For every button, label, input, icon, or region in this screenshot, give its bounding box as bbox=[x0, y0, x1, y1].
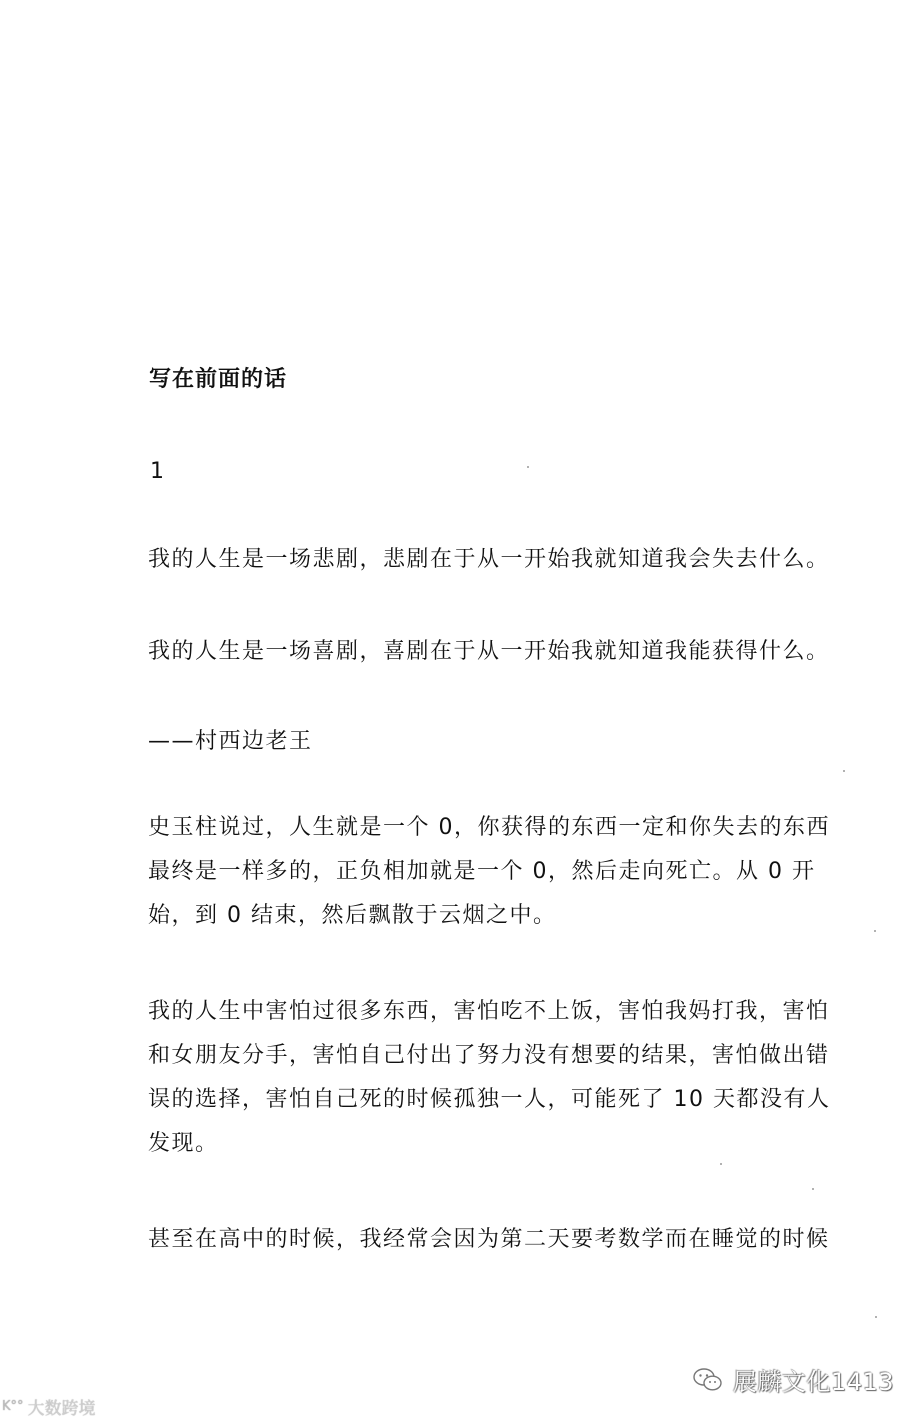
paragraph-fears: 我的人生中害怕过很多东西，害怕吃不上饭，害怕我妈打我，害怕和女朋友分手，害怕自己付出了努力没有想要的结果，害怕做出错误的选择，害怕自己死的时候孤独一人，可能死了 10 天都没有人发现。 bbox=[148, 999, 831, 1156]
page-heading: 写在前面的话 bbox=[149, 367, 288, 392]
paragraph-tragedy: 我的人生是一场悲剧，悲剧在于从一开始我就知道我会失去什么。 bbox=[148, 547, 830, 572]
watermark-left-text: 大数跨境 bbox=[27, 1399, 96, 1419]
paragraph-shi-yuzhu: 史玉柱说过，人生就是一个 0，你获得的东西一定和你失去的东西最终是一样多的，正负相加就是一个 0，然后走向死亡。从 0 开始，到 0 结束，然后飘散于云烟之中。 bbox=[148, 815, 830, 928]
paragraph-high-school: 甚至在高中的时候，我经常会因为第二天要考数学而在睡觉的时候 bbox=[148, 1227, 830, 1252]
section-number: 1 bbox=[150, 459, 164, 484]
watermark-left bbox=[2, 1394, 96, 1419]
wechat-icon bbox=[693, 1367, 723, 1393]
watermark-right-text: 展麟文化1413 bbox=[732, 1368, 894, 1396]
watermark-right bbox=[693, 1362, 894, 1397]
circle-logo-icon: K°° bbox=[2, 1399, 24, 1414]
paragraph-comedy: 我的人生是一场喜剧，喜剧在于从一开始我就知道我能获得什么。 bbox=[148, 639, 830, 664]
paragraph-attribution: ——村西边老王 bbox=[148, 729, 313, 754]
